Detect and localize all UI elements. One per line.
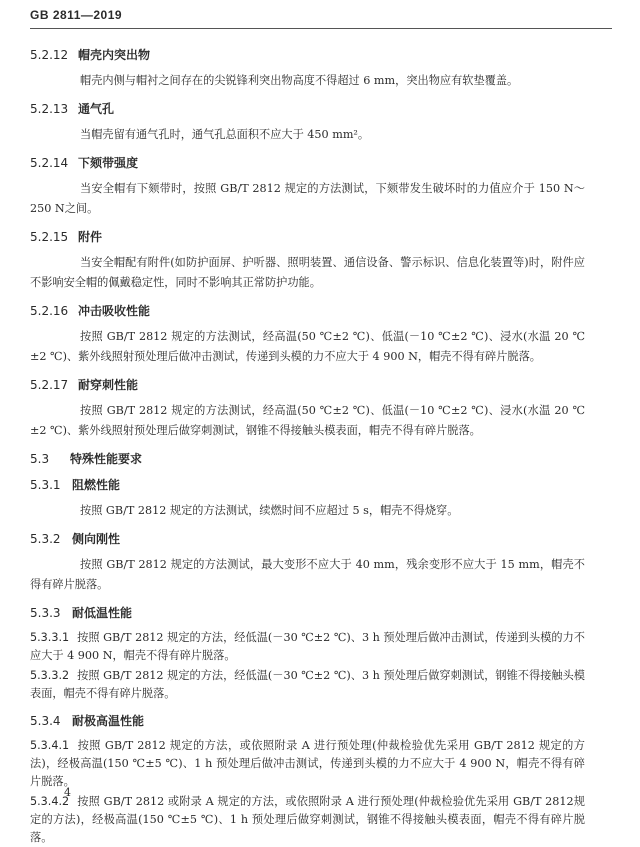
item-number: 5.3.4.1 [30,739,70,752]
section-title: 侧向刚性 [72,532,121,546]
list-item [30,737,585,791]
section-number: 5.3 [30,452,50,466]
item-text: 按照 GB/T 2812 规定的方法，经低温(－30 ℃±2 ℃)、3 h 预处理后做冲击测试，传递到头模的力不应大于 4 900 N，帽壳不得有碎片脱落。 [30,631,585,662]
section-number: 5.3.2 [30,532,61,546]
section-heading [30,476,585,493]
section-number: 5.2.12 [30,48,69,62]
paragraph: 按照 GB/T 2812 规定的方法测试，续燃时间不应超过 5 s，帽壳不得烧穿。 [80,504,459,517]
paragraph: 当安全帽有下颏带时，按照 GB/T 2812 规定的方法测试，下颏带发生破坏时的力值应介于 150 N～250 N之间。 [30,182,585,215]
list-item [30,793,585,847]
section-heading [30,376,585,393]
section-number: 5.2.14 [30,156,69,170]
section-heading [30,302,585,319]
item-number: 5.3.4.2 [30,795,70,808]
paragraph: 帽壳内侧与帽衬之间存在的尖锐锋利突出物高度不得超过 6 mm，突出物应有软垫覆盖。 [80,74,519,87]
section-title: 阻燃性能 [72,478,121,492]
section-heading [30,450,585,467]
section-heading [30,46,585,63]
section-number: 5.3.3 [30,606,61,620]
section-title: 下颏带强度 [78,156,139,170]
section-title: 耐穿刺性能 [78,378,139,392]
item-text: 按照 GB/T 2812 规定的方法，或依照附录 A 进行预处理(仲裁检验优先采用 GB/T 2812 规定的方法)，经极高温(150 ℃±5 ℃)、1 h 预处理后做冲击测试，传递到头模的力不应大于 4 900 N，帽壳不得有碎片脱落。 [30,739,585,788]
list-item [30,667,585,703]
section-number: 5.2.15 [30,230,69,244]
section-heading [30,530,585,547]
item-number: 5.3.3.1 [30,631,70,644]
section-title: 附件 [78,230,103,244]
section-heading [30,100,585,117]
section-title: 耐低温性能 [72,606,133,620]
paragraph: 当安全帽配有附件(如防护面屏、护听器、照明装置、通信设备、警示标识、信息化装置等)时，附件应不影响安全帽的佩戴稳定性，同时不影响其正常防护功能。 [30,256,585,289]
header-rule [30,28,612,29]
section-number: 5.2.13 [30,102,69,116]
section-title: 特殊性能要求 [70,452,143,466]
section-title: 通气孔 [78,102,115,116]
section-title: 冲击吸收性能 [78,304,151,318]
section-number: 5.2.17 [30,378,69,392]
paragraph: 按照 GB/T 2812 规定的方法测试，经高温(50 ℃±2 ℃)、低温(－10 ℃±2 ℃)、浸水(水温 20 ℃±2 ℃)、紫外线照射预处理后做冲击测试，传递到头模的力不应大于 4 900 N，帽壳不得有碎片脱落。 [30,330,585,363]
list-item [30,629,585,665]
item-text: 按照 GB/T 2812 规定的方法，经低温(－30 ℃±2 ℃)、3 h 预处理后做穿刺测试，钢锥不得接触头模表面，帽壳不得有碎片脱落。 [30,669,585,700]
paragraph: 当帽壳留有通气孔时，通气孔总面积不应大于 450 mm²。 [80,128,370,141]
paragraph: 按照 GB/T 2812 规定的方法测试，最大变形不应大于 40 mm，残余变形不应大于 15 mm，帽壳不得有碎片脱落。 [30,558,585,591]
section-title: 帽壳内突出物 [78,48,151,62]
section-number: 5.3.1 [30,478,61,492]
section-title: 耐极高温性能 [72,714,145,728]
item-number: 5.3.3.2 [30,669,70,682]
paragraph: 按照 GB/T 2812 规定的方法测试，经高温(50 ℃±2 ℃)、低温(－10 ℃±2 ℃)、浸水(水温 20 ℃±2 ℃)、紫外线照射预处理后做穿刺测试，钢锥不得接触头模表面，帽壳不得有碎片脱落。 [30,404,585,437]
standard-header: GB 2811—2019 [30,8,123,22]
section-heading [30,154,585,171]
section-number: 5.2.16 [30,304,69,318]
section-heading [30,712,585,729]
section-heading [30,604,585,621]
section-heading [30,228,585,245]
document-body [30,46,585,847]
item-text: 按照 GB/T 2812 或附录 A 规定的方法，或依照附录 A 进行预处理(仲裁检验优先采用 GB/T 2812规定的方法)，经极高温(150 ℃±5 ℃)、1 h 预处理后做穿刺测试，钢锥不得接触头模表面，帽壳不得有碎片脱落。 [30,795,585,844]
section-number: 5.3.4 [30,714,61,728]
page-number: 4 [64,786,71,799]
